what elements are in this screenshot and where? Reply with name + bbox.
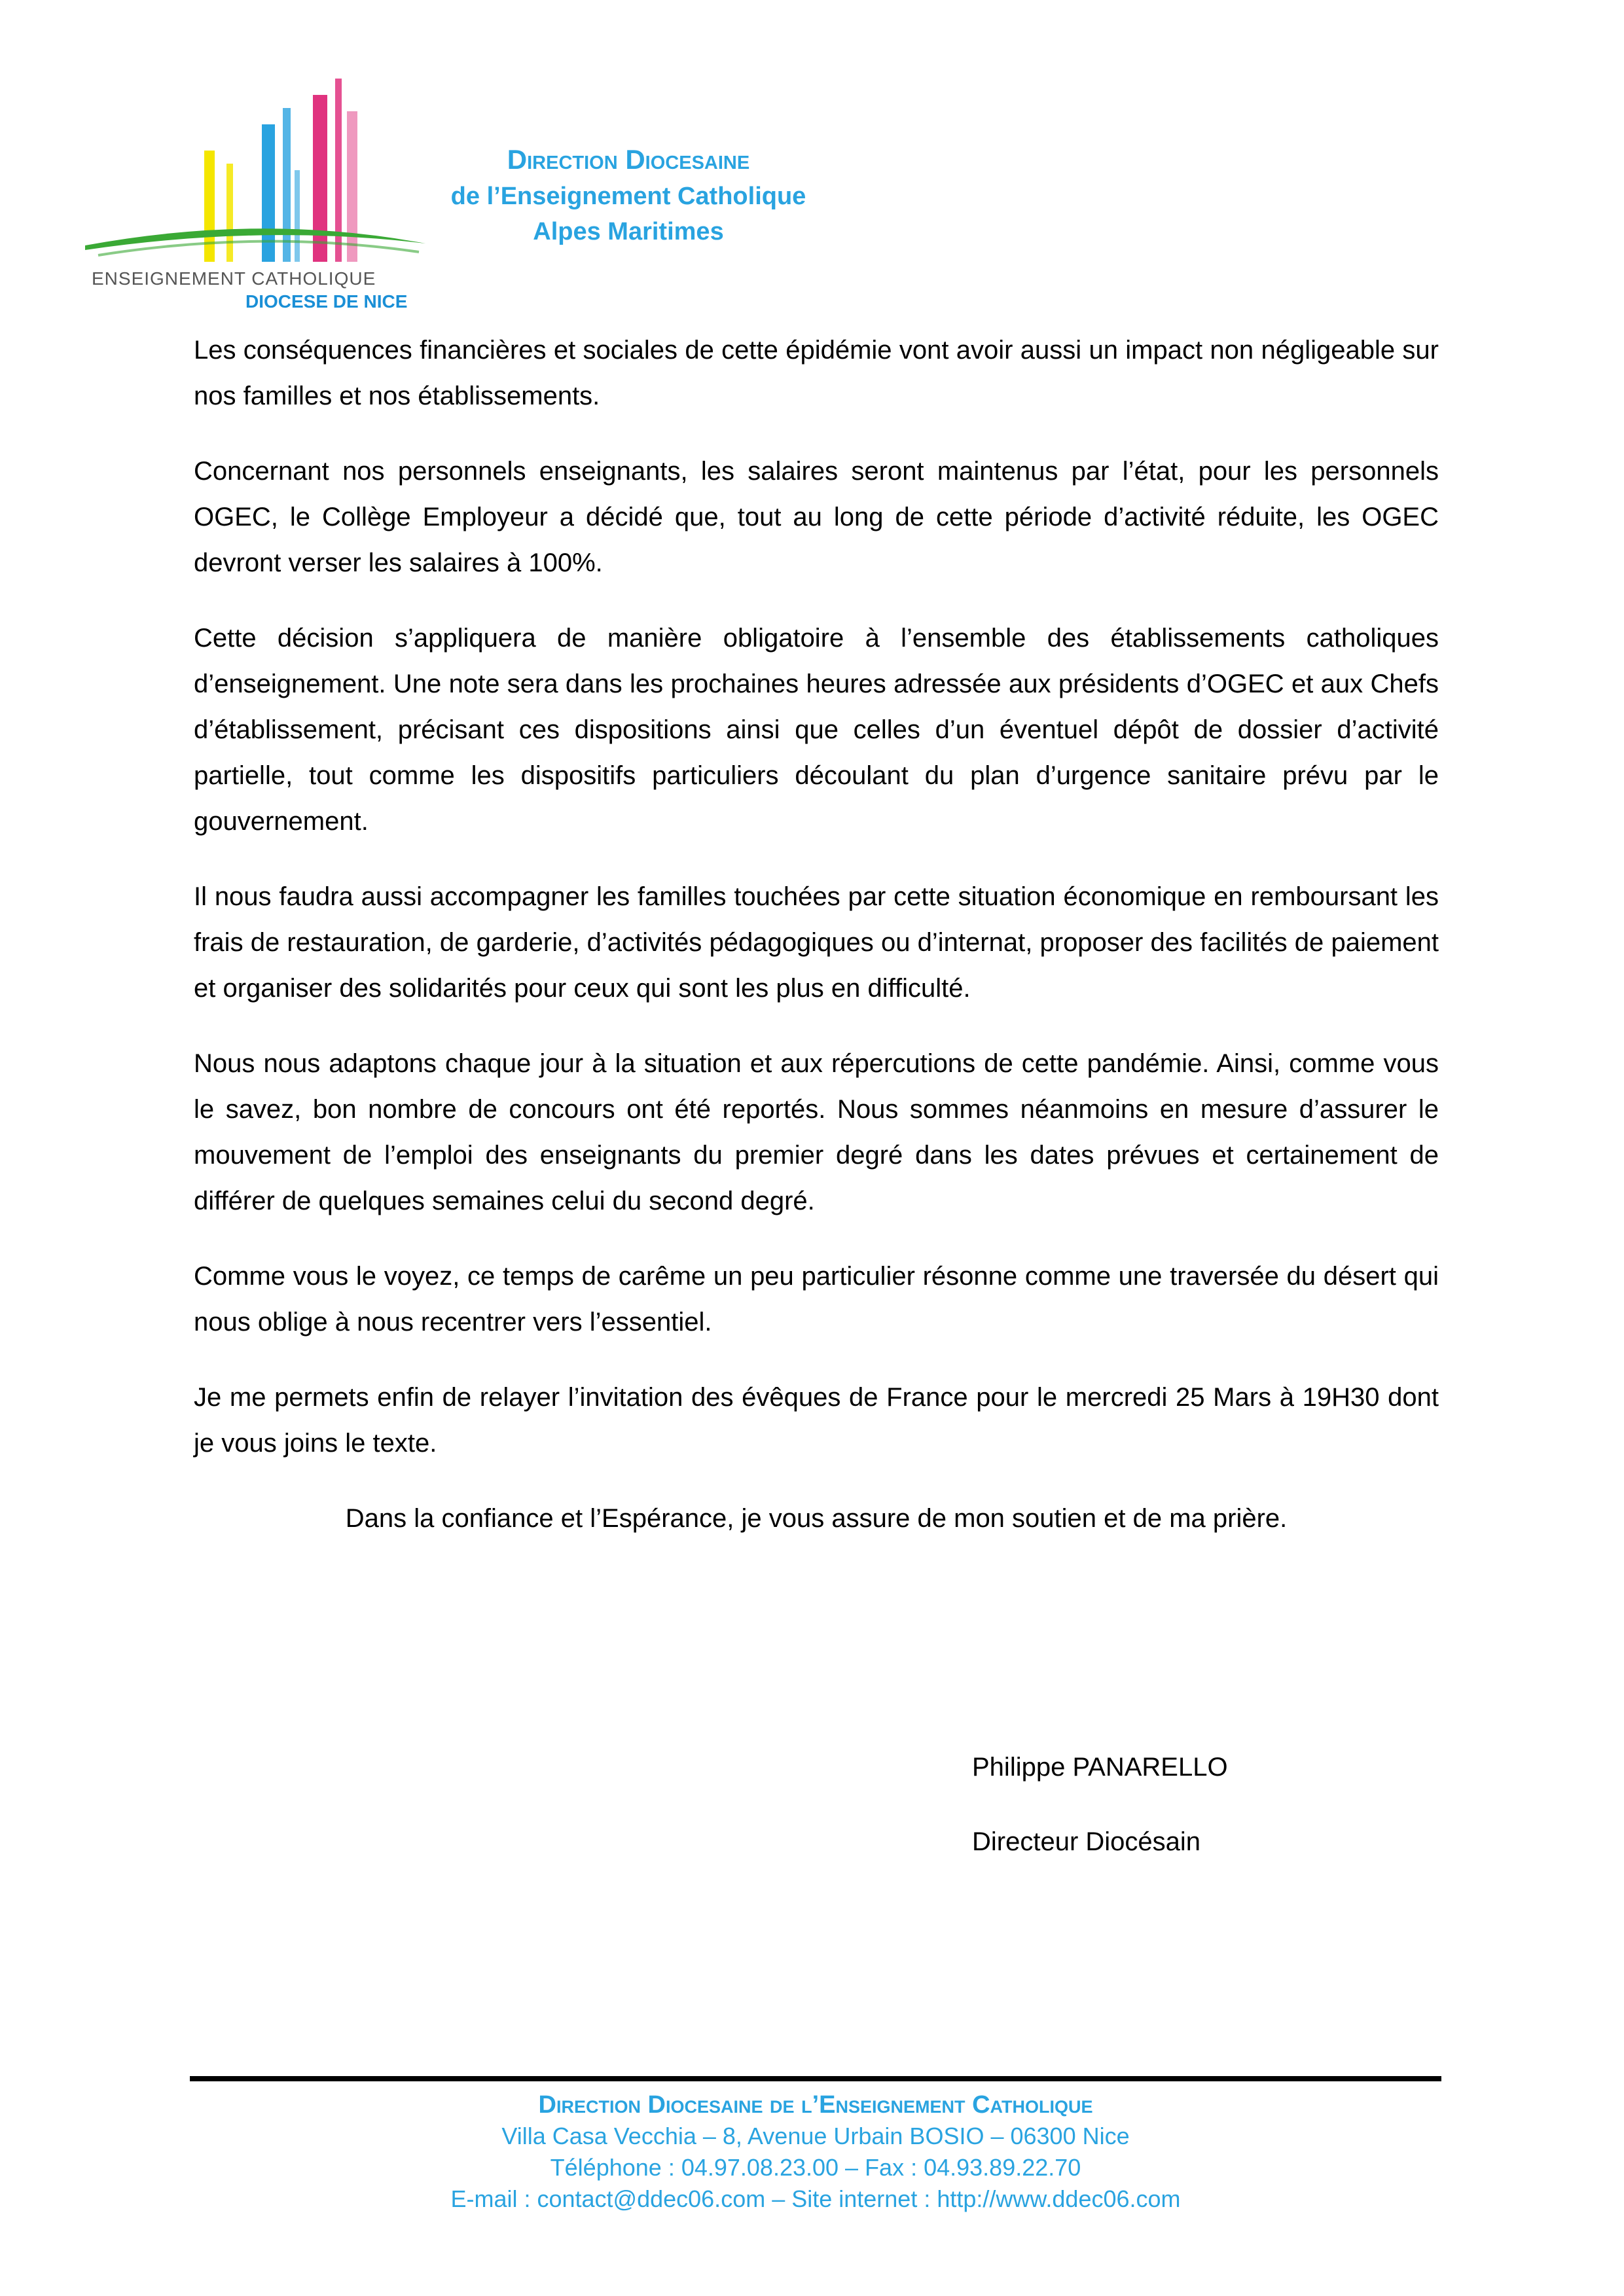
body-paragraph: Comme vous le voyez, ce temps de carême un peu particulier résonne comme une traversée du désert qui nous oblige à nous recentrer vers l’essentiel. <box>194 1262 1439 1336</box>
body-paragraph: Les conséquences financières et sociales de cette épidémie vont avoir aussi un impact non négligeable sur nos familles et nos établissements. <box>194 336 1439 410</box>
closing-line: Dans la confiance et l’Espérance, je vous assure de mon soutien et de ma prière. <box>345 1504 1288 1533</box>
letterhead-title-line1: Direction Diocesaine <box>507 144 750 175</box>
footer-organization: Direction Diocesaine de l’Enseignement Catholique <box>538 2091 1093 2119</box>
letterhead-title <box>445 141 812 249</box>
body-paragraph: Il nous faudra aussi accompagner les familles touchées par cette situation économique en remboursant les frais de restauration, de garderie, d’activités pédagogiques ou d’internat, proposer des facilités de paiement et organiser des solidarités pour ceux qui sont les plus en difficulté. <box>194 882 1439 1003</box>
signature-block <box>972 1744 1228 1865</box>
body-paragraph: Je me permets enfin de relayer l’invitation des évêques de France pour le mercredi 25 Mars à 19H30 dont je vous joins le texte. <box>194 1383 1439 1458</box>
diocese-logo <box>79 72 445 321</box>
logo-text-diocese: DIOCESE DE NICE <box>245 291 408 312</box>
logo-text-enseignement: ENSEIGNEMENT CATHOLIQUE <box>92 268 376 289</box>
footer-email-website: E-mail : contact@ddec06.com – Site internet : http://www.ddec06.com <box>450 2185 1181 2212</box>
signatory-name: Philippe PANARELLO <box>972 1753 1228 1782</box>
letterhead-title-line2: de l’Enseignement Catholique <box>450 183 806 210</box>
footer <box>190 2089 1441 2215</box>
logo-bars-graphic <box>79 72 445 295</box>
letter-body <box>194 327 1439 1571</box>
body-paragraph: Concernant nos personnels enseignants, les salaires seront maintenus par l’état, pour les personnels OGEC, le Collège Employeur a décidé que, tout au long de cette période d’activité réduite, les OGEC devront verser les salaires à 100%. <box>194 457 1439 577</box>
body-paragraph: Cette décision s’appliquera de manière obligatoire à l’ensemble des établissements catholiques d’enseignement. Une note sera dans les prochaines heures adressée aux présidents d’OGEC et aux Chefs d’établissement, précisant ces dispositions ainsi que celles d’un éventuel dépôt de dossier d’activité partielle, tout comme les dispositifs particuliers découlant du plan d’urgence sanitaire prévu par le gouvernement. <box>194 624 1439 836</box>
letterhead-title-line3: Alpes Maritimes <box>533 218 724 245</box>
signatory-title: Directeur Diocésain <box>972 1827 1201 1856</box>
footer-divider <box>190 2076 1441 2081</box>
body-paragraph: Nous nous adaptons chaque jour à la situation et aux répercutions de cette pandémie. Ainsi, comme vous le savez, bon nombre de concours ont été reportés. Nous sommes néanmoins en mesure d’assurer le mouvement de l’emploi des enseignants du premier degré dans les dates prévues et certainement de différer de quelques semaines celui du second degré. <box>194 1049 1439 1215</box>
footer-address: Villa Casa Vecchia – 8, Avenue Urbain BOSIO – 06300 Nice <box>501 2123 1130 2149</box>
footer-phone-fax: Téléphone : 04.97.08.23.00 – Fax : 04.93.89.22.70 <box>550 2154 1081 2181</box>
